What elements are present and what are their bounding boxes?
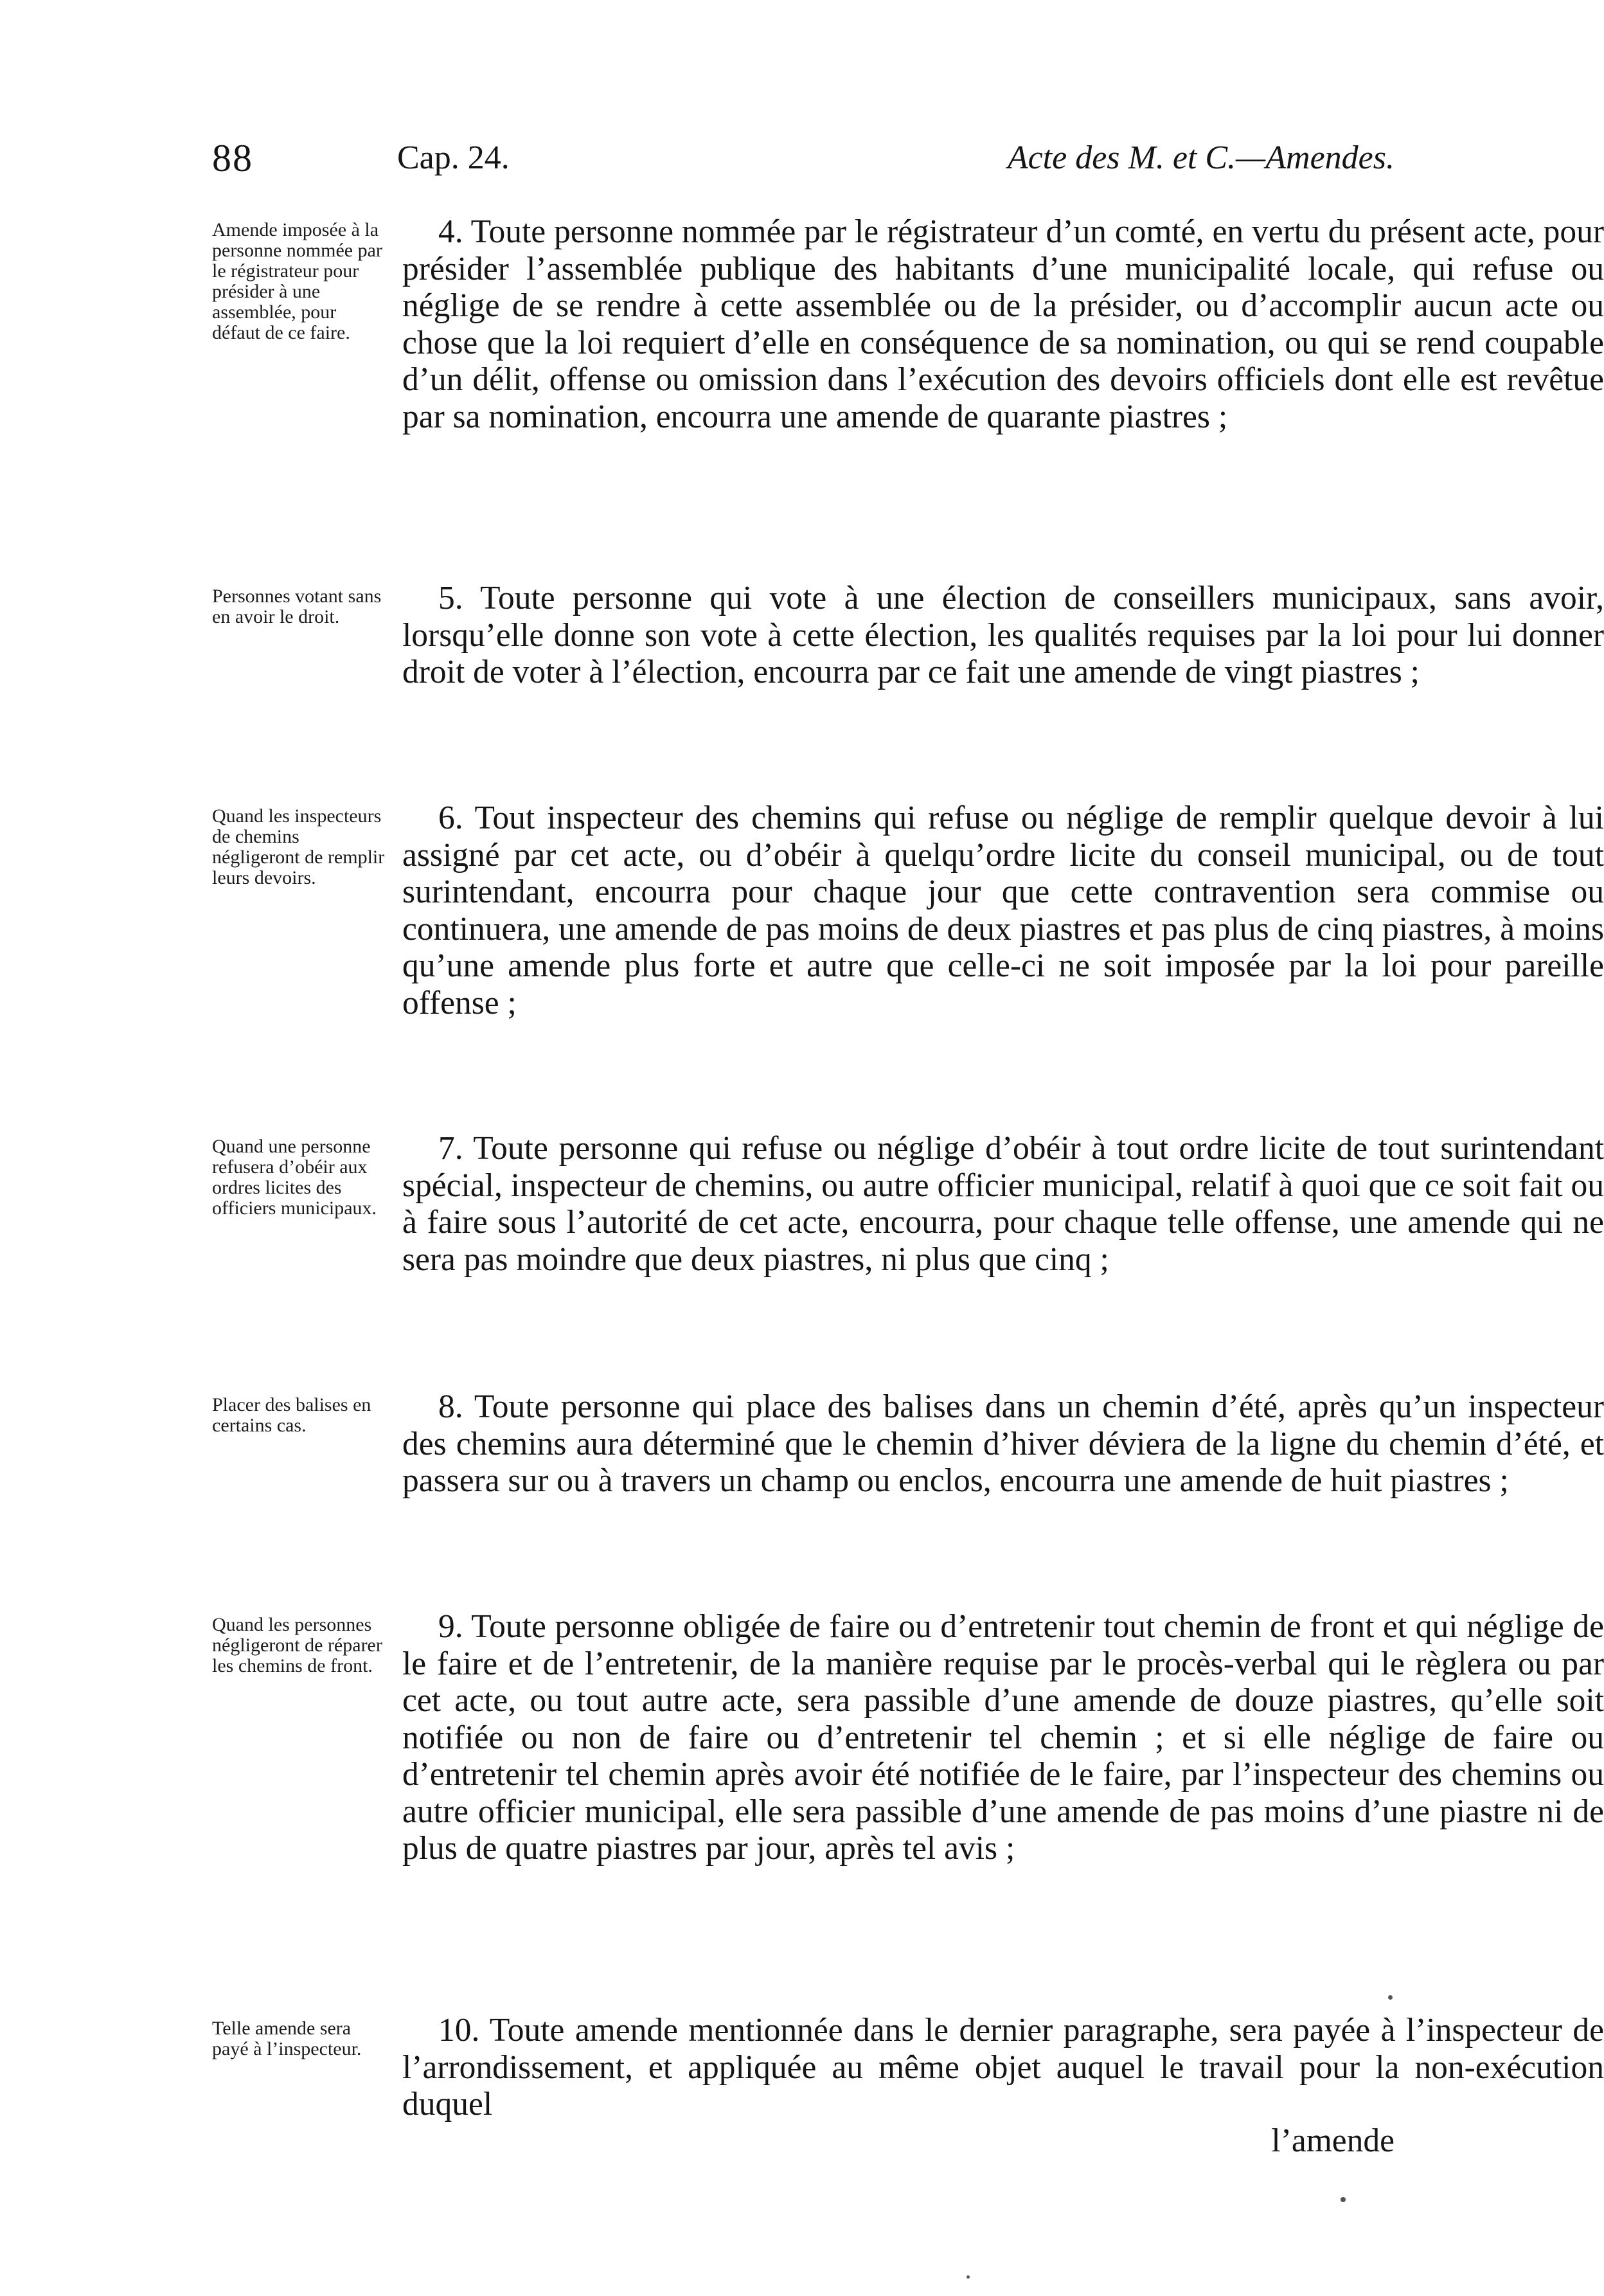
print-speck: [1341, 2197, 1346, 2202]
page-header: [212, 136, 1395, 188]
print-speck: [967, 2275, 970, 2279]
margin-note: Telle amende sera payé à l’inspecteur.: [212, 2018, 362, 2059]
section-text: 8. Toute personne qui place des balises dans un chemin d’été, après qu’un inspecteur des chemins aura déterminé que le chemin d’hiver déviera de la ligne du chemin d’été, et passera sur ou à travers un champ ou enclos, encourra une amende de huit piastres ;: [402, 1388, 1604, 1499]
section-text: 9. Toute personne obligée de faire ou d’entretenir tout chemin de front et qui néglige de le faire et de l’entretenir, de la manière requise par le procès-verbal qui le règlera ou par cet acte, ou tout autre acte, sera passible d’une amende de douze piastres, qu’elle soit notifiée ou non de faire ou d’entretenir tel chemin ; et si elle néglige de faire ou d’entretenir tel chemin après avoir été notifiée de le faire, par l’inspecteur des chemins ou autre officier municipal, elle sera passible d’une amende de pas moins d’une piastre ni de plus de quatre piastres par jour, après tel avis ;: [402, 1608, 1604, 1867]
section-text: 7. Toute personne qui refuse ou néglige d’obéir à tout ordre licite de tout surintendant spécial, inspecteur de chemins, ou autre officier municipal, relatif à quoi que ce soit fait ou à faire sous l’autorité de cet acte, encourra, pour chaque telle offense, une amende qui ne sera pas moindre que deux piastres, ni plus que cinq ;: [402, 1130, 1604, 1278]
chapter-label: Cap. 24.: [397, 139, 510, 176]
margin-note: Placer des balises en certains cas.: [212, 1394, 371, 1436]
margin-note: Quand les personnes négligeront de réparer les chemins de front.: [212, 1614, 382, 1676]
section-text: 6. Tout inspecteur des chemins qui refuse ou néglige de remplir quelque devoir à lui assigné par cet acte, ou d’obéir à quelqu’ordre licite du conseil municipal, ou de tout surintendant, encourra pour chaque jour que cette contravention sera commise ou continuera, une amende de pas moins de deux piastres et pas plus de cinq piastres, à moins qu’une amende plus forte et autre que celle-ci ne soit imposée par la loi pour pareille offense ;: [402, 800, 1604, 1021]
section-text: 10. Toute amende mentionnée dans le dernier paragraphe, sera payée à l’inspecteur de l’arrondissement, et appliquée au même objet auquel le travail pour la non-exécution duquel: [402, 2012, 1604, 2122]
margin-note: Quand une personne refusera d’obéir aux ordres licites des officiers municipaux.: [212, 1136, 377, 1219]
margin-note: Amende imposée à la personne nommée par le régistrateur pour présider à une assemblée, pour défaut de ce faire.: [212, 219, 382, 343]
section-text: 4. Toute personne nommée par le régistrateur d’un comté, en vertu du présent acte, pour présider l’assemblée publique des habitants d’une municipalité locale, qui refuse ou néglige de se rendre à cette assemblée ou de la présider, ou d’accomplir aucun acte ou chose que la loi requiert d’elle en conséquence de sa nomination, ou qui se rend coupable d’un délit, offense ou omission dans l’exécution des devoirs officiels dont elle est revêtue par sa nomination, encourra une amende de quarante piastres ;: [402, 213, 1604, 435]
catchword: l’amende: [1271, 2122, 1395, 2159]
page-number: 88: [212, 137, 253, 179]
margin-note: Quand les inspecteurs de chemins négligeront de remplir leurs devoirs.: [212, 805, 385, 888]
running-title: Acte des M. et C.—Amendes.: [1007, 139, 1395, 176]
print-speck: [1388, 1995, 1393, 2000]
margin-note: Personnes votant sans en avoir le droit.: [212, 586, 382, 627]
section-text: 5. Toute personne qui vote à une élection de conseillers municipaux, sans avoir, lorsqu’elle donne son vote à cette élection, les qualités requises par la loi pour lui donner droit de voter à l’élection, encourra par ce fait une amende de vingt piastres ;: [402, 580, 1604, 690]
